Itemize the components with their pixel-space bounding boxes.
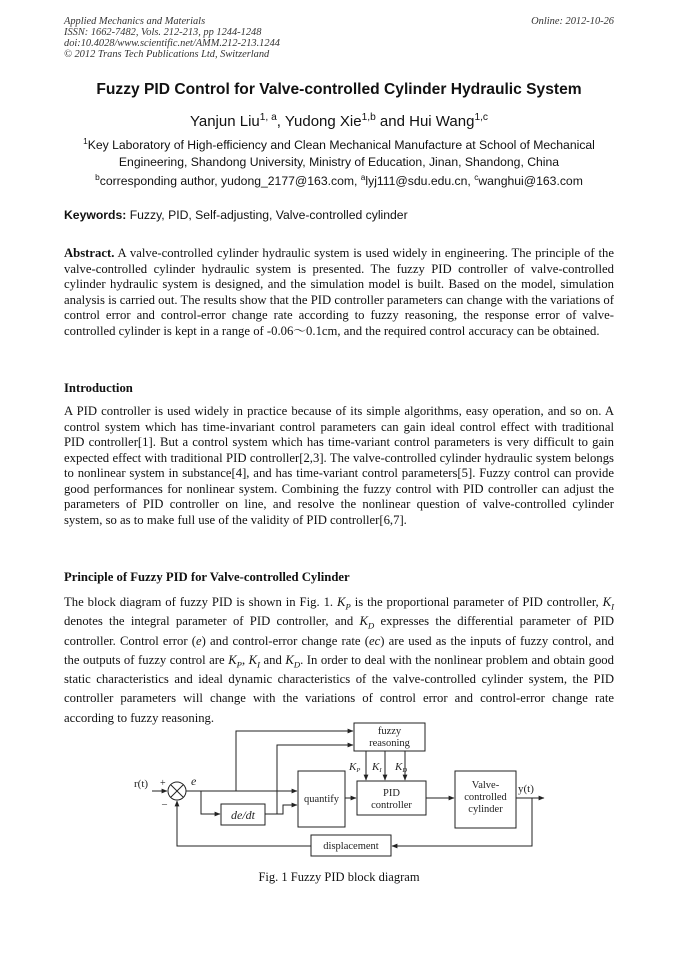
reasoning-label: reasoning <box>369 738 410 749</box>
author-1: Yanjun Liu <box>189 113 260 130</box>
author-3-sup: 1,c <box>474 112 489 123</box>
controller-label: controller <box>371 800 412 811</box>
abstract-label: Abstract. <box>64 246 115 260</box>
journal-name: Applied Mechanics and Materials <box>64 16 206 27</box>
text-run: ) are used as the inputs of fuzzy control, and the outputs of fuzzy control are <box>64 633 614 667</box>
input-label: r(t) <box>134 778 149 790</box>
e-label: e <box>191 774 197 788</box>
keywords-text: Fuzzy, PID, Self-adjusting, Valve-controlled cylinder <box>126 208 408 222</box>
email-b: corresponding author, yudong_2177@163.com, <box>99 174 361 188</box>
affiliation-text: Key Laboratory of High-efficiency and Clean Mechanical Manufacture at School of Mechanical Engineering, Shandong University, Ministry of Education, Jinan, Shandong, China <box>87 138 595 169</box>
k-sub: P <box>236 659 242 670</box>
k: K <box>359 614 368 629</box>
k: K <box>395 761 403 773</box>
text-run: expresses the differential parameter of PID controller. Control error ( <box>64 614 614 648</box>
figure-caption: Fig. 1 Fuzzy PID block diagram <box>258 870 420 884</box>
cylinder-label: cylinder <box>468 804 503 815</box>
kp-symbol <box>228 652 242 670</box>
ki-symbol <box>248 652 260 670</box>
text-run: and <box>259 652 286 667</box>
email-a-sup: a <box>360 171 366 182</box>
text-run: is the proportional parameter of PID controller, <box>350 595 603 609</box>
k: K <box>228 652 237 667</box>
dedt-input-line <box>201 791 220 814</box>
author-2: Yudong Xie <box>284 113 362 130</box>
email-b-sup: b <box>95 171 100 182</box>
ec-symbol: ec <box>368 633 381 648</box>
email-line <box>0 171 678 188</box>
ki-symbol <box>602 595 614 612</box>
author-sep: and <box>375 113 410 130</box>
valve-label: Valve- <box>471 780 500 791</box>
ec-signal-line <box>265 805 297 814</box>
controlled-label: controlled <box>464 792 507 803</box>
text-run: . In order to deal with the nonlinear problem and obtain good static characteristics and ideal dynamic characteristics of the valve-controlled cylinder system, the PID controller parameters will change with the variations of control error and control-error change rate according to fuzzy reasoning. <box>64 652 614 725</box>
pid-label: PID <box>383 788 400 799</box>
online-date: Online: 2012-10-26 <box>531 16 614 27</box>
k: K <box>349 761 357 773</box>
author-2-sup: 1,b <box>361 112 376 123</box>
affiliation <box>64 137 614 170</box>
intro-text: A PID controller is used widely in practice because of its simple algorithms, easy operation, and so on. A control system which has time-invariant control parameters can gain ideal control effect with traditional PID controller[1]. But a control system which has time-variant control parameters is very difficult to gain expected effect with traditional PID controller[2,3]. The valve-controlled cylinder hydraulic system belongs to nonlinear system in substance[4], and has time-variant control parameters[5]. Fuzzy control can provide good performances for nonlinear system. Combining the fuzzy control with PID controller can adjust the parameters of PID controller on line, and resolve the nonlinear question of valve-controlled cylinder system, so as to make full use of the validity of PID controller[6,7]. <box>64 404 614 527</box>
principle-text <box>64 593 614 728</box>
email-a: lyj111@sdu.edu.cn, <box>365 174 475 188</box>
feedback-line <box>392 798 532 846</box>
abstract-text: A valve-controlled cylinder hydraulic system is used widely in engineering. The principle of the valve-controlled cylinder hydraulic system is presented. The fuzzy PID controller of valve-controlled cylinder hydraulic system is designed, and the simulation model is built. Based on the model, simulation analysis is carried out. The results show that the PID controller parameters can change with the variations of control error and control-error change rate according to fuzzy reasoning, the response error of valve-controlled cylinder is kept in a range of -0.06～0.1cm, and the required control accuracy can be obtained. <box>64 246 614 338</box>
k: K <box>248 652 258 667</box>
kp-symbol <box>337 595 351 612</box>
keywords-label: Keywords: <box>64 208 127 222</box>
doi-line: doi:10.4028/www.scientific.net/AMM.212-213.1244 <box>64 38 280 49</box>
email-c-sup: c <box>474 171 479 182</box>
plus-sign: + <box>160 778 166 789</box>
k-sub: I <box>379 767 382 774</box>
k-sub: P <box>356 767 361 774</box>
author-1-sup: 1, a <box>259 112 277 123</box>
kd-symbol <box>285 652 301 670</box>
author-3: Hui Wang <box>409 113 475 130</box>
fuzzy-pid-block-diagram <box>0 715 678 865</box>
e-to-fuzzy-line <box>236 731 353 791</box>
displacement-label: displacement <box>323 841 379 852</box>
kp-diagram-label <box>348 761 360 774</box>
text-run: The block diagram of fuzzy PID is shown in Fig. 1. <box>64 595 338 609</box>
k: K <box>285 652 294 667</box>
k: K <box>372 761 380 773</box>
paper-title: Fuzzy PID Control for Valve-controlled Cylinder Hydraulic System <box>96 81 582 98</box>
k-sub: I <box>611 601 614 612</box>
author-list <box>0 113 678 130</box>
k-sub: D <box>367 620 375 631</box>
keywords <box>64 208 408 222</box>
minus-sign: – <box>162 799 167 810</box>
dedt-label: de/dt <box>231 808 255 822</box>
email-c: wanghui@163.com <box>478 174 583 188</box>
ki-diagram-label <box>371 761 382 774</box>
text-run: denotes the integral parameter of PID controller, and <box>64 614 360 629</box>
principle-heading: Principle of Fuzzy PID for Valve-controlled Cylinder <box>64 570 350 584</box>
affiliation-sup: 1 <box>83 135 88 146</box>
author-sep: , <box>276 113 285 130</box>
kd-symbol <box>359 614 375 631</box>
text-run: ) and control-error change rate ( <box>201 633 369 648</box>
k-sub: D <box>402 767 408 774</box>
intro-heading: Introduction <box>64 381 133 395</box>
e-symbol: e <box>195 633 202 648</box>
k-sub: P <box>345 601 351 612</box>
abstract <box>64 246 614 339</box>
k-sub: I <box>257 659 260 670</box>
quantify-label: quantify <box>304 794 339 805</box>
k-sub: D <box>293 659 301 670</box>
output-label: y(t) <box>518 783 534 795</box>
text-run: , <box>241 652 249 667</box>
fuzzy-label: fuzzy <box>377 726 402 737</box>
issn-line: ISSN: 1662-7482, Vols. 212-213, pp 1244-1248 <box>64 27 262 38</box>
k: K <box>602 595 612 609</box>
k: K <box>337 595 346 609</box>
copyright-line: © 2012 Trans Tech Publications Ltd, Switzerland <box>64 49 270 60</box>
